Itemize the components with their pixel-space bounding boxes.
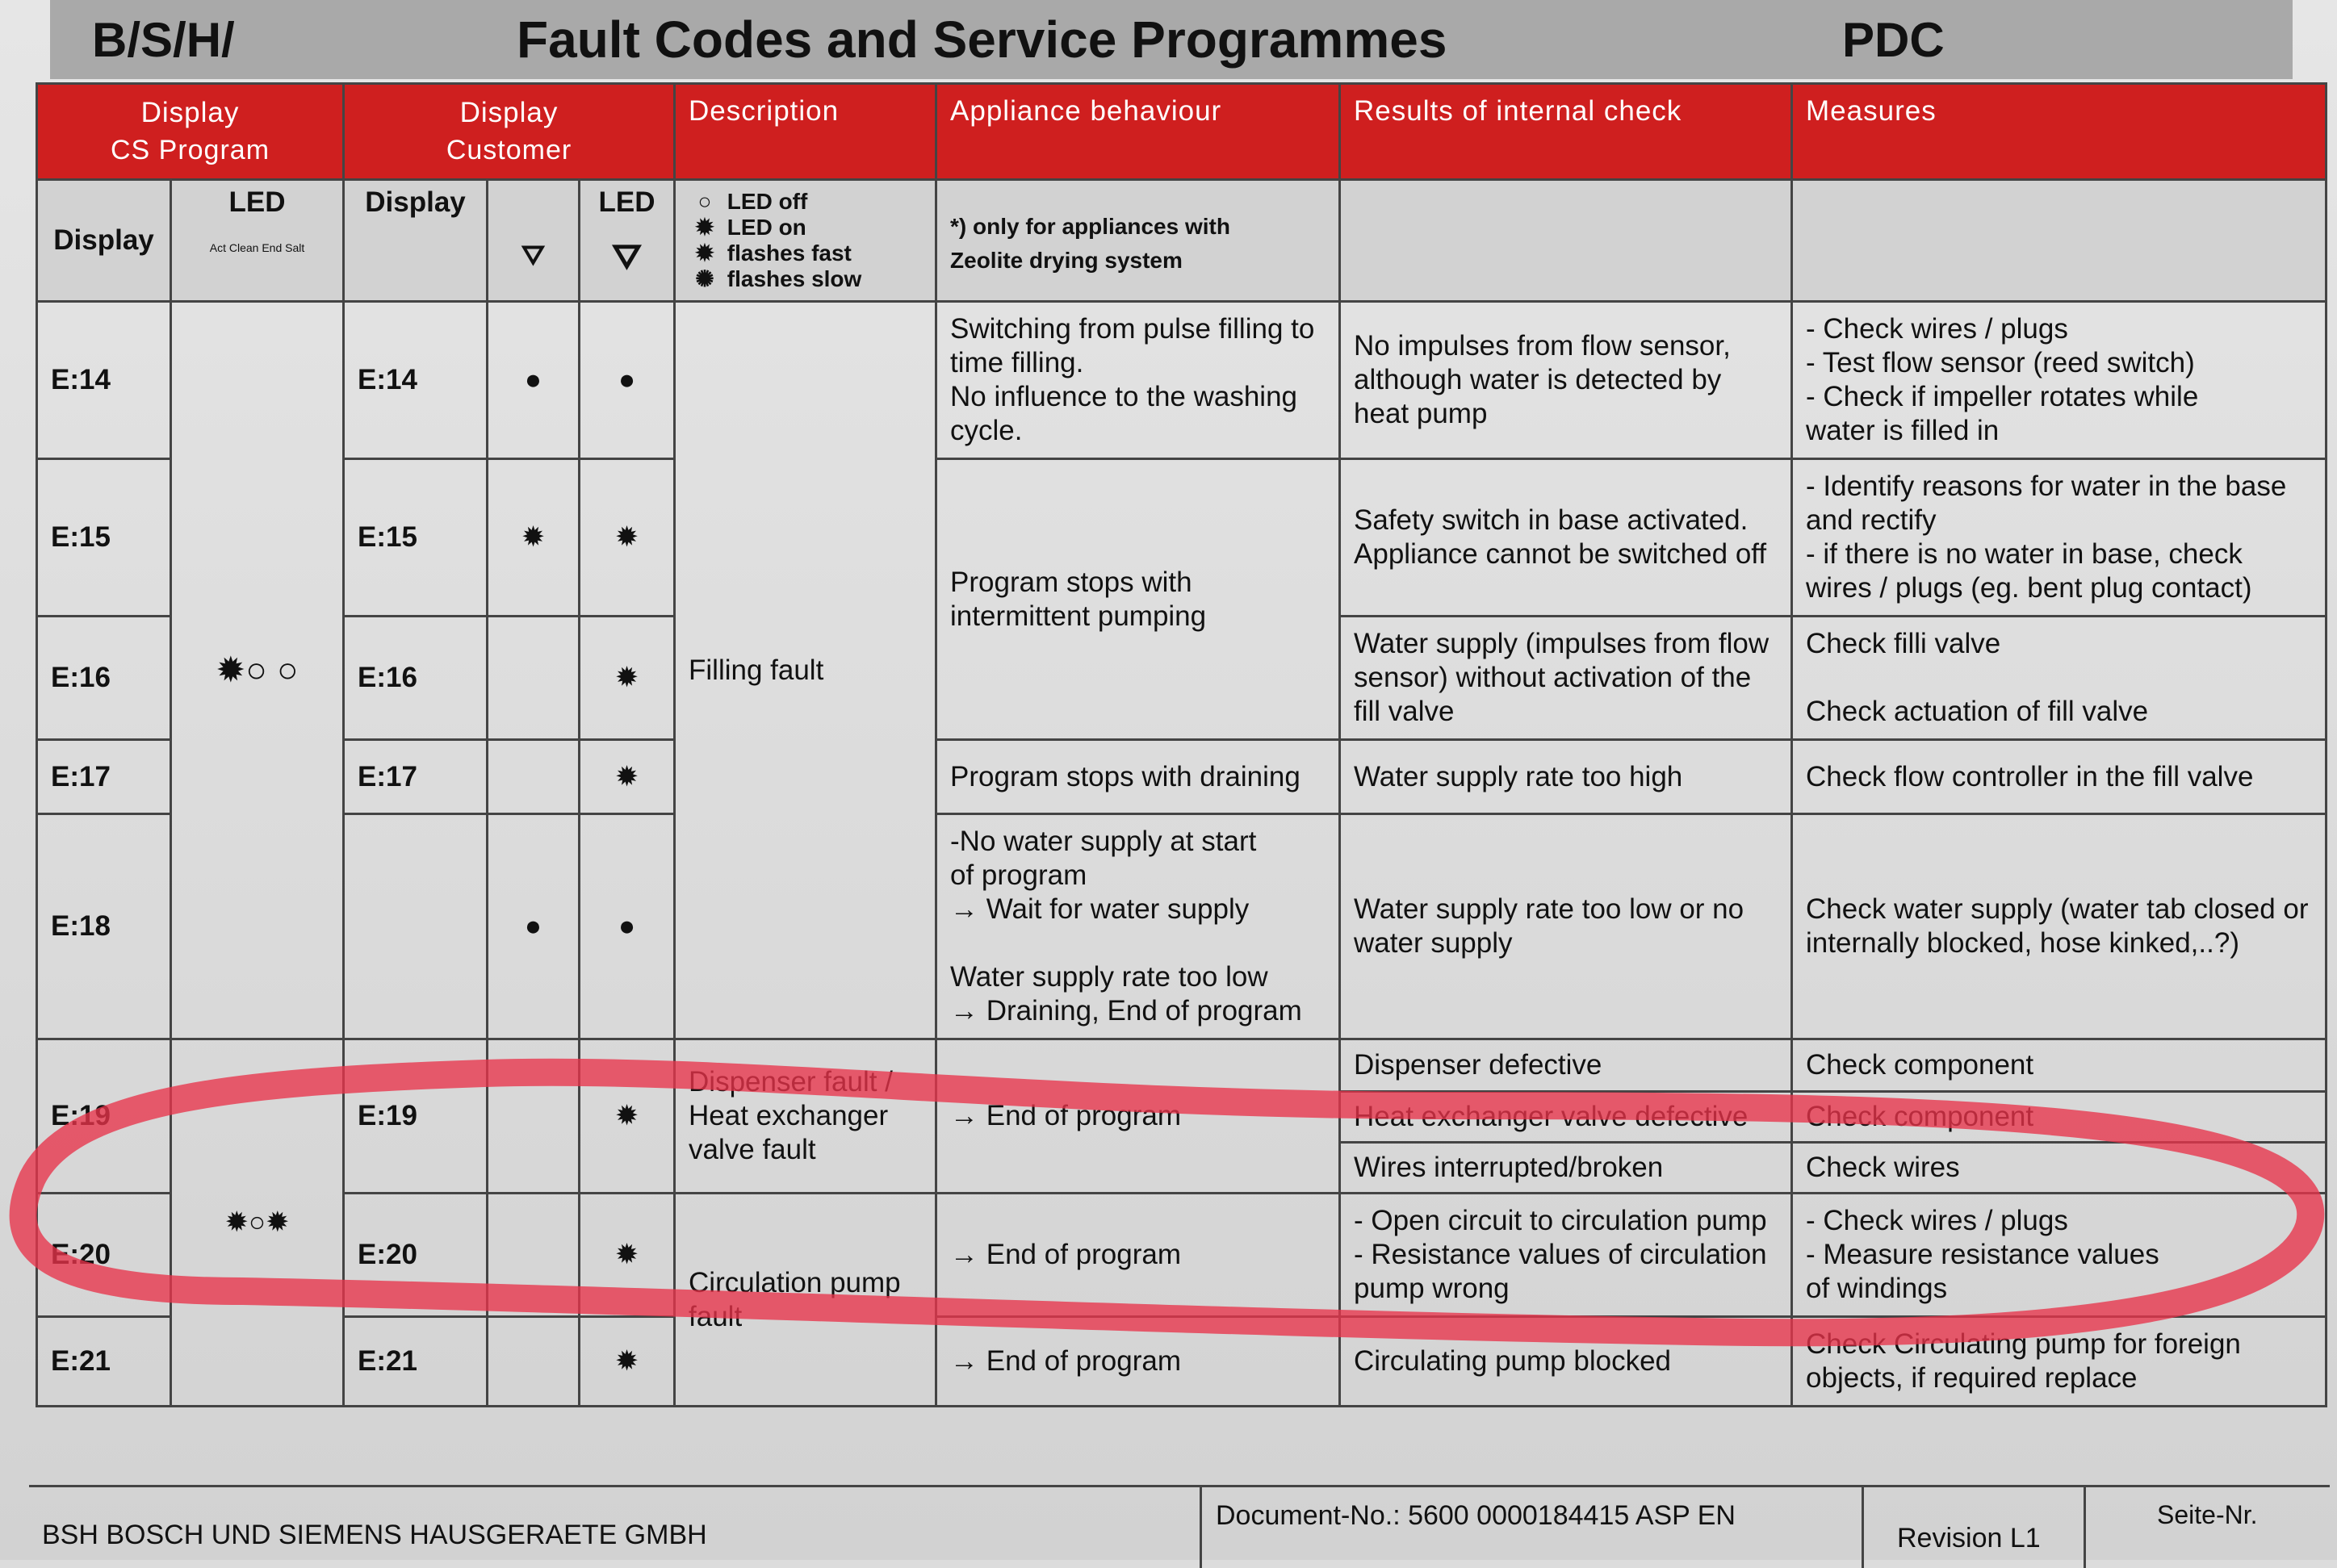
behaviour-text: Switching from pulse filling to time filling. No influence to the washing cycle. <box>936 302 1340 459</box>
measure-text: Check component <box>1793 1093 2325 1144</box>
legend-fast-label: flashes fast <box>727 240 852 266</box>
sub-led-label: LED <box>228 186 286 218</box>
result-text: Water supply rate too low or no water supply <box>1340 814 1792 1039</box>
legend-slow-label: flashes slow <box>727 266 862 291</box>
result-text: Wires interrupted/broken <box>1354 1152 1664 1183</box>
header-results: Results of internal check <box>1340 84 1792 180</box>
footer-divider <box>1200 1487 1202 1568</box>
header-description: Description <box>675 84 936 180</box>
measure-text: Check component <box>1793 1040 2325 1093</box>
led-on-icon: ● <box>488 302 580 459</box>
behaviour-text: → End of program <box>936 1039 1340 1194</box>
customer-code: E:20 <box>344 1194 488 1317</box>
measure-text: Check wires <box>1806 1152 1960 1183</box>
behaviour-text: Program stops with draining <box>936 740 1340 814</box>
legend-off-label: LED off <box>727 189 808 214</box>
customer-code: E:15 <box>344 459 488 617</box>
behaviour-text: → End of program <box>936 1194 1340 1317</box>
behaviour-text: Program stops with intermittent pumping <box>936 459 1340 740</box>
page-footer <box>29 1485 2330 1568</box>
led-fast-icon: ✹ <box>580 1194 675 1317</box>
led-fast-icon: ✹ <box>580 1039 675 1194</box>
customer-code: E:16 <box>344 617 488 740</box>
result-text: Heat exchanger valve defective <box>1341 1093 1790 1144</box>
header-measures: Measures <box>1792 84 2327 180</box>
page-title: Fault Codes and Service Programmes <box>517 10 1447 69</box>
document-code: PDC <box>1842 12 1945 67</box>
cs-panel-icons: Act Clean End Salt <box>209 241 305 254</box>
header-display-customer-sub: Customer <box>446 135 572 165</box>
measure-text: Check water supply (water tab closed or internally blocked, hose kinked,..?) <box>1792 814 2327 1039</box>
header-behaviour: Appliance behaviour <box>936 84 1340 180</box>
led-on-icon: ● <box>488 814 580 1039</box>
measure-text: - Identify reasons for water in the base and rectify - if there is no water in base, check wires / plugs (eg. bent plug contact) <box>1792 459 2327 617</box>
led-fast-icon: ✹ <box>488 459 580 617</box>
measure-text: - Check wires / plugs - Test flow sensor (reed switch) - Check if impeller rotates while water is filled in <box>1792 302 2327 459</box>
cs-code: E:20 <box>37 1194 171 1317</box>
led-fast-icon: ✹ <box>580 1317 675 1407</box>
led-fast-icon: ✹ <box>224 1206 249 1238</box>
footer-document-number: Document-No.: 5600 0000184415 ASP EN <box>1216 1500 1736 1531</box>
footer-company: BSH BOSCH UND SIEMENS HAUSGERAETE GMBH <box>42 1520 707 1550</box>
led-fast-icon: ✹ <box>266 1206 290 1238</box>
result-text: Circulating pump blocked <box>1340 1317 1792 1407</box>
result-text: Safety switch in base activated. Appliance cannot be switched off <box>1340 459 1792 617</box>
cs-code: E:15 <box>37 459 171 617</box>
description-text: Dispenser fault / Heat exchanger valve fault <box>675 1039 936 1194</box>
footer-divider <box>1862 1487 1864 1568</box>
behaviour-text: → End of program <box>936 1317 1340 1407</box>
header-display-customer-label: Display <box>459 97 559 128</box>
result-text: Dispenser defective <box>1341 1040 1790 1093</box>
footer-revision: Revision L1 <box>1897 1523 2041 1553</box>
result-text: No impulses from flow sensor, although water is detected by heat pump <box>1340 302 1792 459</box>
cs-code: E:14 <box>37 302 171 459</box>
led-off-icon: ○ <box>245 650 267 690</box>
led-fast-icon: ✹ <box>580 740 675 814</box>
sub-display: Display <box>37 180 171 302</box>
led-on-icon: ● <box>580 302 675 459</box>
cs-code: E:21 <box>37 1317 171 1407</box>
led-on-icon: ✹ <box>695 215 714 240</box>
measure-text: Check filli valve Check actuation of fill valve <box>1792 617 2327 740</box>
measure-text: - Check wires / plugs - Measure resistance values of windings <box>1792 1194 2327 1317</box>
cs-code: E:16 <box>37 617 171 740</box>
description-text: Circulation pump fault <box>675 1194 936 1407</box>
measure-text: Check Circulating pump for foreign objects, if required replace <box>1792 1317 2327 1407</box>
result-text: - Open circuit to circulation pump - Resistance values of circulation pump wrong <box>1340 1194 1792 1317</box>
highlight-ring <box>23 1073 2311 1333</box>
customer-code: E:19 <box>344 1039 488 1194</box>
footer-page-label: Seite-Nr. <box>2157 1500 2258 1529</box>
led-fast-icon: ✹ <box>695 240 714 266</box>
tap-icon: ⛛ <box>612 237 642 277</box>
customer-code: E:17 <box>344 740 488 814</box>
led-fast-icon: ✹ <box>580 617 675 740</box>
sub-display-customer: Display <box>344 180 488 302</box>
cs-code: E:18 <box>37 814 171 1039</box>
led-off-icon: ○ <box>277 650 299 690</box>
behaviour-text: -No water supply at start of program → Wait for water supply Water supply rate too low → Draining, End of program <box>936 814 1340 1039</box>
led-fast-icon: ✹ <box>216 650 246 690</box>
header-display-cs-sub: CS Program <box>110 135 270 165</box>
result-text: Water supply (impulses from flow sensor) without activation of the fill valve <box>1340 617 1792 740</box>
footer-divider <box>2084 1487 2086 1568</box>
result-text: Water supply rate too high <box>1340 740 1792 814</box>
cs-code: E:19 <box>37 1039 171 1194</box>
led-off-icon: ○ <box>697 189 712 214</box>
brand-logo-text: B/S/H/ <box>92 12 235 67</box>
led-off-icon: ○ <box>248 1206 266 1238</box>
tap-icon: ⛛ <box>488 180 580 302</box>
filling-fault-desc: Filling fault <box>675 302 936 1039</box>
led-slow-icon: ✺ <box>695 266 714 291</box>
sub-led-customer-label: LED <box>598 186 655 218</box>
header-display-cs-label: Display <box>140 97 240 128</box>
legend-on-label: LED on <box>727 215 806 240</box>
customer-code: E:14 <box>344 302 488 459</box>
measure-text: Check flow controller in the fill valve <box>1792 740 2327 814</box>
customer-code: E:21 <box>344 1317 488 1407</box>
led-fast-icon: ✹ <box>580 459 675 617</box>
led-on-icon: ● <box>580 814 675 1039</box>
zeolite-note: *) only for appliances with Zeolite drying system <box>936 180 1340 302</box>
cs-code: E:17 <box>37 740 171 814</box>
